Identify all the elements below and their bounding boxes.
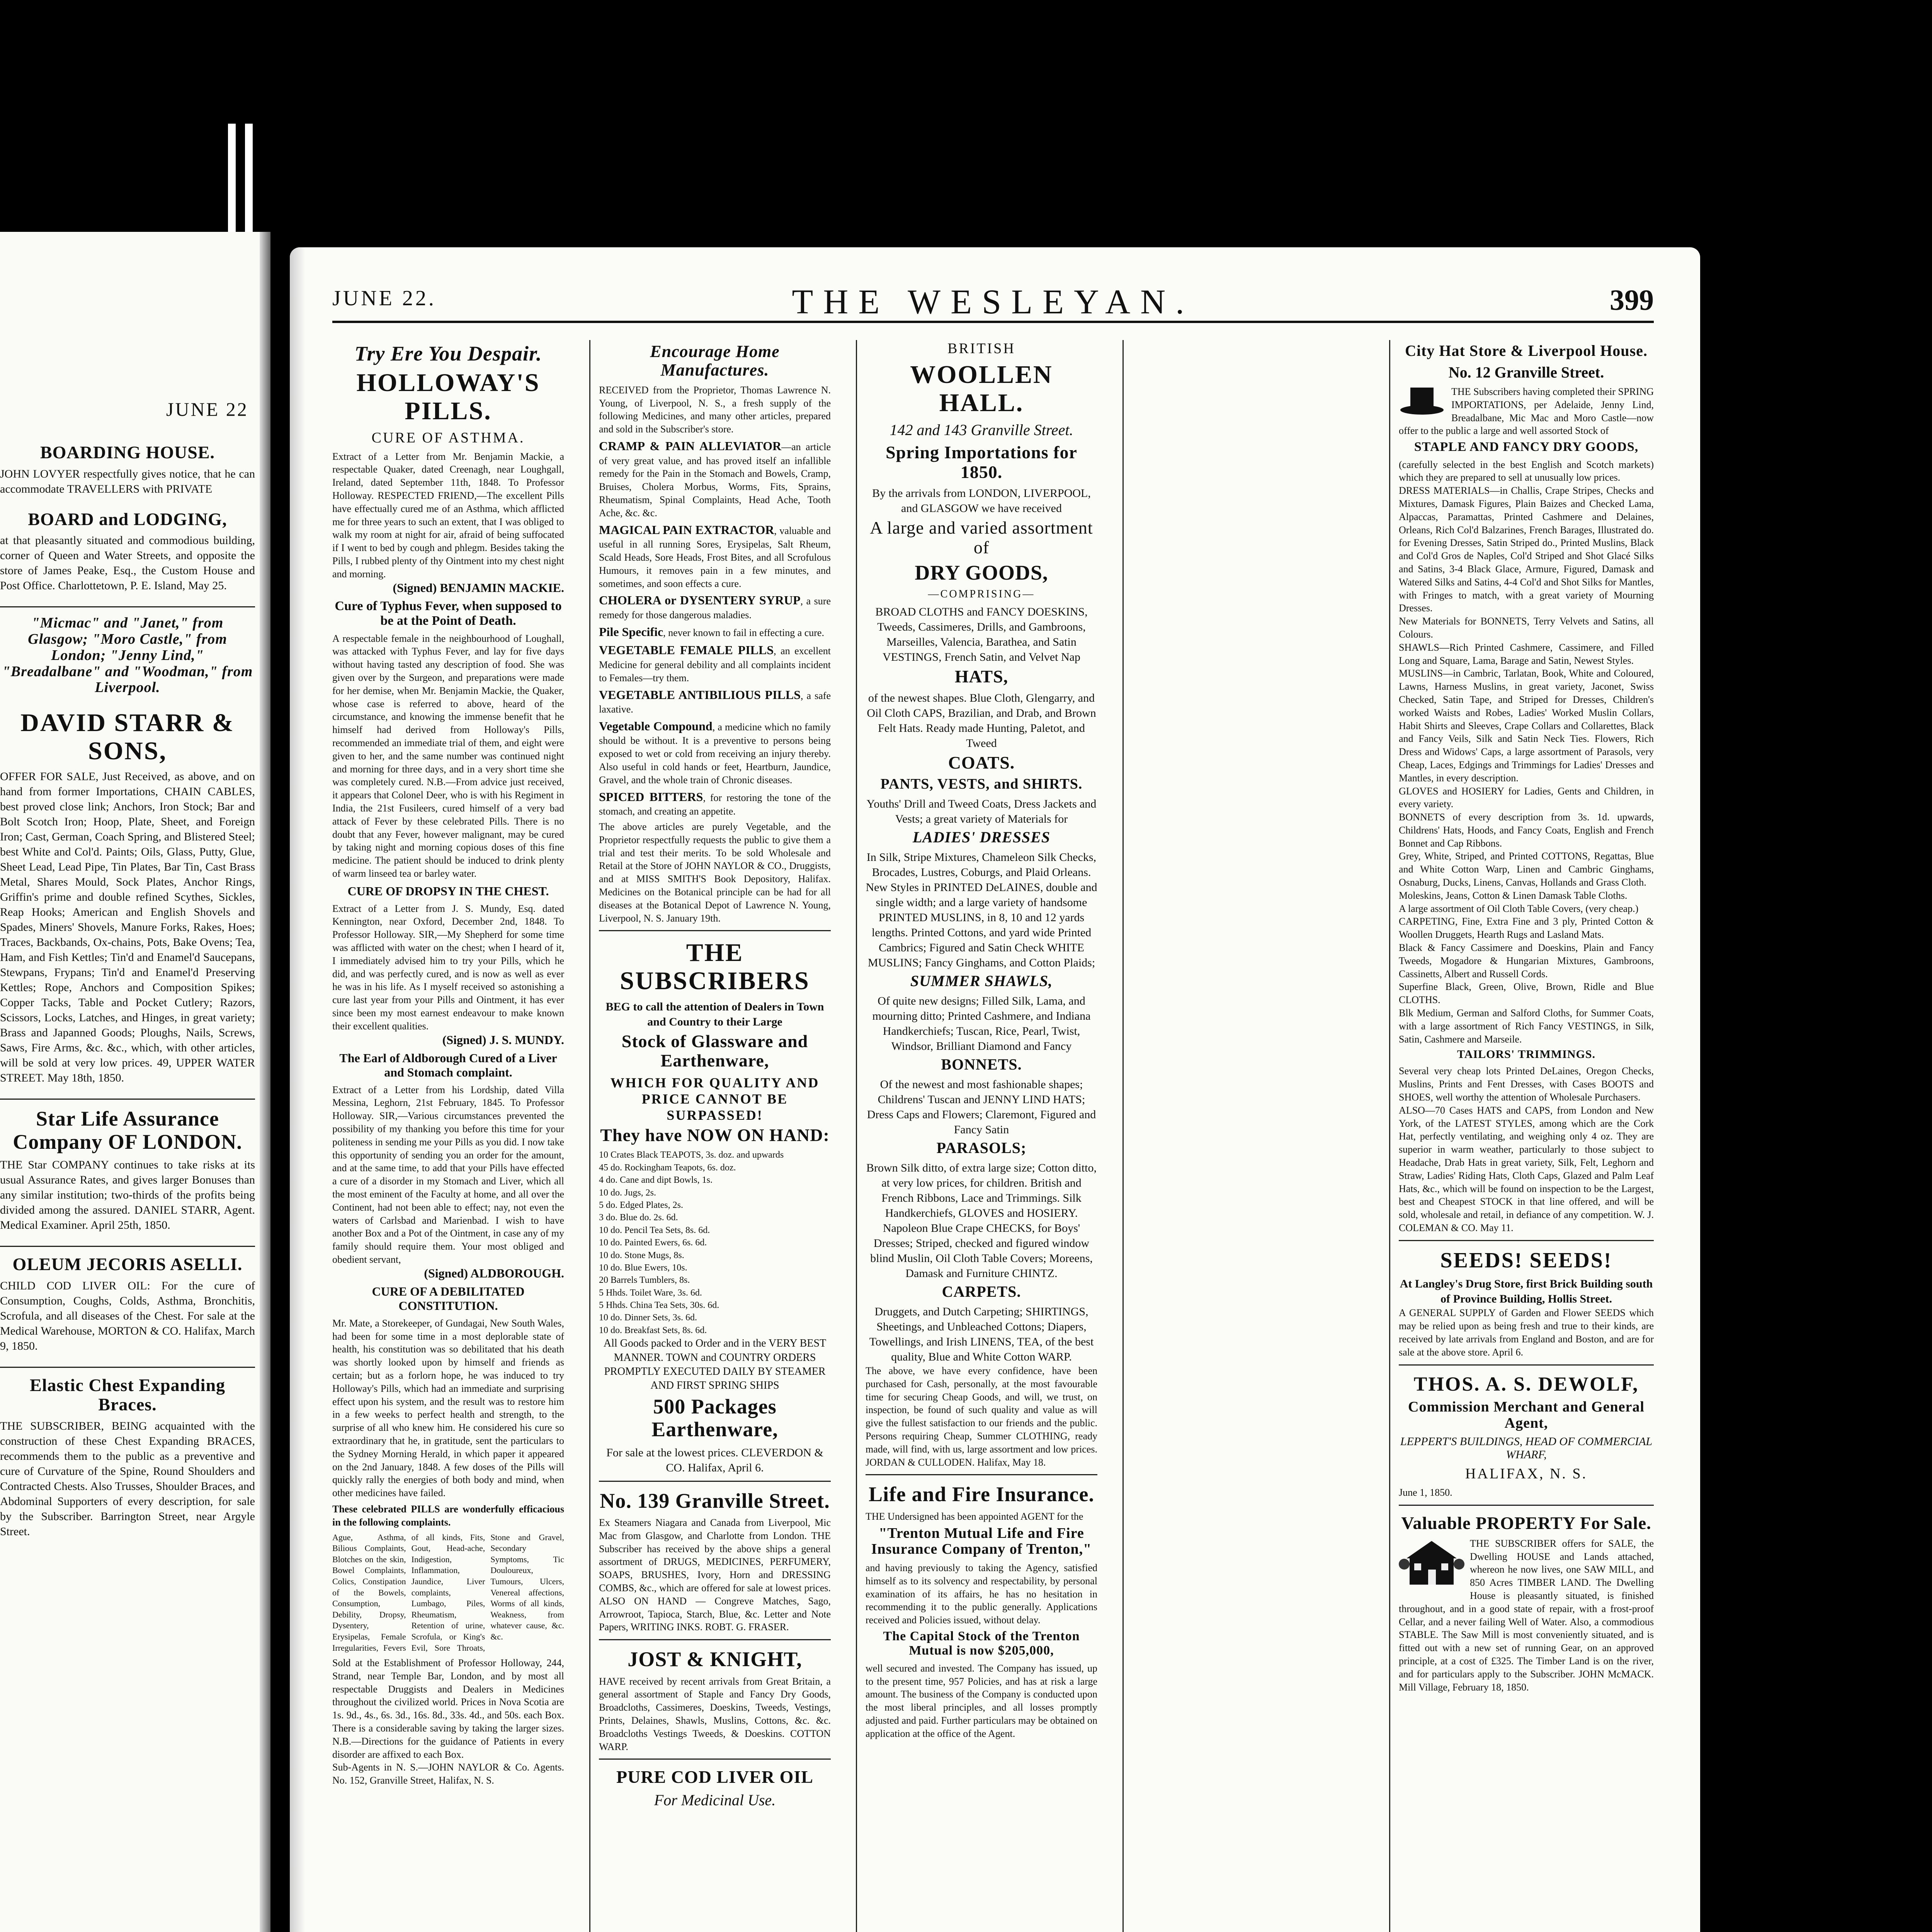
medicine-item bbox=[599, 687, 831, 716]
medicine-description: —an article of very great value, and has proved itself an infallible remedy for the Pain in the Stomach and Bowels, Cramp, Bruises, Cholera Morbus, Worms, Fits, Sprains, Rheumatism, Spinal Complaints, Head Ache, Tooth Ache, &c. &c. bbox=[599, 441, 831, 519]
ad-subheading: The Earl of Aldborough Cured of a Liver and Stomach complaint. bbox=[339, 1051, 557, 1079]
ad-body: Youths' Drill and Tweed Coats, Dress Jackets and Vests; a great variety of Materials for bbox=[866, 797, 1097, 825]
medicine-name: MAGICAL PAIN EXTRACTOR bbox=[599, 522, 774, 537]
divider bbox=[1399, 1364, 1654, 1366]
column-holloway-pills bbox=[332, 340, 564, 1932]
ad-heading: PARASOLS; bbox=[936, 1139, 1027, 1156]
stock-line: 10 do. Blue Ewers, 10s. bbox=[599, 1262, 687, 1273]
ad-heading: Try Ere You Despair. bbox=[354, 342, 542, 365]
medicine-description: , for restoring the tone of the stomach, and creating an appetite. bbox=[599, 792, 831, 817]
ad-body: Several very cheap lots Printed DeLaines, Oregon Checks, Muslins, Prints and Fent Dresses, with Cases BOOTS and SHOES, well worthy the attention of Wholesale Purchasers. bbox=[1399, 1065, 1654, 1103]
medicine-description: , a sure remedy for those dangerous maladies. bbox=[599, 595, 831, 621]
ad-subheading: For Medicinal Use. bbox=[654, 1791, 776, 1809]
medicine-name: Pile Specific bbox=[599, 624, 663, 639]
ad-body: By the arrivals from LONDON, LIVERPOOL, and GLASGOW we have received bbox=[872, 487, 1091, 515]
ad-heading: They have NOW ON HAND: bbox=[600, 1125, 830, 1145]
ad-body: THE SUBSCRIBER offers for SALE, the Dwelling HOUSE and Lands attached, whereon he now lives, one SAW MILL, and 850 Acres TIMBER LAND. The Dwelling House is pleasantly situated, is finished throughout, and in a good state of repair, with a frost-proof Cellar, and a never failing Well of Water. Also, a commodious STABLE. The Saw Mill is most conveniently situated, and is fitted out with a new set of running Gear, on an approved principle, at a cost of £325. The Timber Land is on the river, and for particulars apply to the Subscriber. JOHN McMACK. Mill Village, February 18, 1850. bbox=[1399, 1537, 1654, 1693]
ad-subheading: 142 and 143 Granville Street. bbox=[889, 421, 1073, 439]
header-date: JUNE 22. bbox=[332, 286, 436, 310]
ad-body: Of quite new designs; Filled Silk, Lama, and mourning ditto; Printed Cashmere, and Indiana Handkerchiefs; Tuscan, Rice, Pearl, Twist, Windsor, Brilliant Diamond and Fancy bbox=[872, 994, 1091, 1053]
stock-line: 45 do. Rockingham Teapots, 6s. doz. bbox=[599, 1162, 736, 1173]
column-home-manufactures bbox=[599, 340, 831, 1932]
stock-list bbox=[599, 1149, 831, 1337]
ad-heading: Spring Importations for 1850. bbox=[886, 442, 1077, 482]
ad-subheading: BRITISH bbox=[947, 340, 1015, 357]
left-ad-title: DAVID STARR & SONS, bbox=[20, 709, 235, 765]
ad-heading: SEEDS! SEEDS! bbox=[1440, 1248, 1612, 1272]
divider bbox=[0, 1367, 255, 1368]
stock-line: 10 do. Breakfast Sets, 8s. 6d. bbox=[599, 1325, 707, 1335]
medicine-item bbox=[599, 718, 831, 787]
ad-heading: SUMMER SHAWLS, bbox=[910, 972, 1053, 990]
page-header bbox=[332, 283, 1654, 323]
ad-heading: Commission Merchant and General Agent, bbox=[1408, 1398, 1645, 1431]
ad-heading: PANTS, VESTS, and SHIRTS. bbox=[880, 776, 1083, 793]
ad-body: ALSO—70 Cases HATS and CAPS, from London and New York, of the LATEST STYLES, among which are the Cork Hat, perfectly ventilating, and weighing only 4 oz. They are superior in warm weather, particularly to those subject to Headache, Drab Hats in great variety, Silk, Felt, Leghorn and Straw, Ladies' Riding Hats, Cloth Caps, Glazed and Palm Leaf Hats, &c., which will be found on inspection to be the Largest, best and Cheapest STOCK in that line offered, and will be sold, wholesale and retail, in defiance of any competition. W. J. COLEMAN & CO. May 11. bbox=[1399, 1104, 1654, 1233]
medicine-item bbox=[599, 642, 831, 684]
left-page-ads bbox=[0, 440, 255, 1552]
ad-body: BROAD CLOTHS and FANCY DOESKINS, Tweeds, Cassimeres, Drills, and Gambroons, Marseilles, Valencia, Barathea, and Satin VESTINGS, French Satin, and Velvet Nap bbox=[875, 605, 1088, 663]
divider bbox=[1399, 1505, 1654, 1506]
signature: (Signed) BENJAMIN MACKIE. bbox=[393, 580, 564, 595]
ad-body: Black & Fancy Cassimere and Doeskins, Plain and Fancy Tweeds, Mogadore & Hungarian Mixtures, Gambroons, Cassinetts, Albert and Russell Cords. bbox=[1399, 942, 1654, 980]
ad-heading: Stock of Glassware and Earthenware, bbox=[621, 1031, 808, 1071]
ad-heading: HATS, bbox=[954, 666, 1009, 686]
left-ad-body: OFFER FOR SALE, Just Received, as above, and on hand from former Importations, CHAIN CABLES, best proved close link; Anchors, Iron Stock; Bar and Bolt Scotch Iron; Hoop, Plate, Sheet, and Foreign Iron; Cast, German, Coach Spring, and Blistered Steel; best White and Col'd. Paints; Oils, Glass, Putty, Glue, Sheet Lead, Lead Pipe, Tin Plates, Bar Tin, Cast Brass Metal, Shares Mould, Sock Plates, Anchor Rings, Griffin's prime and double refined Scythes, Sickles, Reap Hooks; American and English Shovels and Spades, Miners' Shovels, Manure Forks, Rakes, Hoes; Traces, Backbands, Ox-chains, Pots, Bake Ovens; Tea, Ham, and Fish Kettles; Tin'd and Enamel'd Saucepans, Stewpans, Frypans; Tin'd and Enamel'd Preserving Kettles; Rope, Anchors and Composition Spikes; Copper Tacks, Table and Pocket Cutlery; Razors, Scissors, Locks, Latches, and Hinges, in great variety; Brass and Japanned Goods; Ploughs, Nails, Screws, Saws, Fire Arms, &c. &c., which, with other articles, will be sold at very low prices. 49, UPPER WATER STREET. May 18th, 1850. bbox=[0, 770, 255, 1085]
ad-heading: City Hat Store & Liverpool House. bbox=[1405, 342, 1648, 359]
ad-body: Extract of a Letter from Mr. Benjamin Mackie, a respectable Quaker, dated Creenagh, near Loughgall, Ireland, dated September 11th, 1848. To Professor Holloway. RESPECTED FRIEND,—The excellent Pills have effectually cured me of an Asthma, which afflicted me for three years to such an extent, that I was obliged to walk my room at night for air, afraid of being suffocated if I went to bed by cough and phlegm. Besides taking the Pills, I rubbed plenty of thy Ointment into my chest night and morning. bbox=[332, 451, 564, 580]
ad-body: In Silk, Stripe Mixtures, Chameleon Silk Checks, Brocades, Lustres, Coburgs, and Plaid Orleans. New Styles in PRINTED DeLAINES, double and single width; and a large variety of handsome PRINTED MUSLINS, in 8, 10 and 12 yards lengths. Printed Cottons, and yard wide Printed Cambrics; Figured and Satin Check WHITE MUSLINS; Fancy Ginghams, and Cotton Plaids; bbox=[866, 850, 1097, 969]
ad-body: BONNETS of every description from 3s. 1d. upwards, Childrens' Hats, Hoods, and Fancy Coats, English and French Bonnet and Cap Ribbons. bbox=[1399, 811, 1654, 849]
ad-body: The above, we have every confidence, have been purchased for Cash, personally, at the most favourable time for securing Cheap Goods, and will, we trust, on inspection, be found of such quality and value as will give the fullest satisfaction to our friends and the public. Persons requiring Cheap, Summer CLOTHING, ready made, will find, with us, large assortment and low prices. JORDAN & CULLODEN. Halifax, May 18. bbox=[866, 1365, 1097, 1468]
ad-body: SHAWLS—Rich Printed Cashmere, Cassimere, and Filled Long and Square, Lama, Barage and Satin, Newest Styles. bbox=[1399, 641, 1654, 666]
ad-subheading: CURE OF A DEBILITATED CONSTITUTION. bbox=[372, 1284, 525, 1313]
ad-body: Grey, White, Striped, and Printed COTTONS, Regattas, Blue and White Cotton Warp, Linen and Cambric Ginghams, Osnaburg, Ducks, Linens, Canvas, Hollands and Grass Cloth. bbox=[1399, 850, 1654, 888]
ad-body: Of the newest and most fashionable shapes; Childrens' Tuscan and JENNY LIND HATS; Dress Caps and Flowers; Claremont, Figured and Fancy Satin bbox=[867, 1078, 1096, 1136]
ad-heading: HOLLOWAY'S PILLS. bbox=[356, 369, 540, 425]
left-ad-title: Elastic Chest Expanding Braces. bbox=[29, 1375, 226, 1415]
left-ad-body: THE SUBSCRIBER, BEING acquainted with the construction of these Chest Expanding BRACES, recommends them to the public as a preventive and cure of Curvature of the Spine, Round Shoulders and Contracted Chests. Also Trusses, Shoulder Braces, and Abdominal Supporters of every description, for sale by the Subscriber. Barrington Street, near Argyle Street. bbox=[0, 1419, 255, 1538]
column-city-hat-store bbox=[1399, 340, 1654, 1932]
divider bbox=[1399, 1240, 1654, 1241]
ad-body: The above articles are purely Vegetable, and the Proprietor respectfully requests the public to give them a trial and test their merits. To be sold Wholesale and Retail at the Store of JOHN NAYLOR & CO., Druggists, and at MISS SMITH'S Book Depository, Halifax. Medicines on the Botanical principle can be had for all diseases at the Botanical Depot of Lawrence N. Young, Liverpool, N. S. January 19th. bbox=[599, 821, 831, 924]
ad-heading: TAILORS' TRIMMINGS. bbox=[1457, 1048, 1595, 1061]
medicine-item bbox=[599, 789, 831, 818]
left-ad-body: at that pleasantly situated and commodious building, corner of Queen and Water Streets, and opposite the store of James Peake, Esq., the Custom House and Post Office. Charlottetown, P. E. Island, May 25. bbox=[0, 534, 255, 592]
ad-heading: BONNETS. bbox=[941, 1055, 1022, 1073]
left-ad-body: JOHN LOVYER respectfully gives notice, that he can accommodate TRAVELLERS with PRIVATE bbox=[0, 467, 255, 495]
ad-body: All Goods packed to Order and in the VERY BEST MANNER. TOWN and COUNTRY ORDERS PROMPTLY EXECUTED DAILY BY STEAMER AND FIRST SPRING SHIPS bbox=[603, 1337, 827, 1392]
medicine-description: , an excellent Medicine for general debility and all complaints incident to Females—try them. bbox=[599, 645, 831, 684]
ad-heading: PURE COD LIVER OIL bbox=[616, 1767, 813, 1787]
stock-line: 20 Barrels Tumblers, 8s. bbox=[599, 1275, 690, 1286]
stock-line: 5 Hhds. Toilet Ware, 3s. 6d. bbox=[599, 1287, 702, 1298]
divider bbox=[599, 930, 831, 931]
ad-subheading: —COMPRISING— bbox=[928, 588, 1035, 600]
ad-body: well secured and invested. The Company has issued, up to the present time, 957 Policies, and has at risk a large amount. The business of the Company is conducted upon the most liberal principles, and all losses promptly adjusted and paid. Further particulars may be obtained on application at the office of the Agent. bbox=[866, 1662, 1097, 1739]
ad-body: Extract of a Letter from his Lordship, dated Villa Messina, Leghorn, 21st February, 1845. To Professor Holloway. SIR,—Various circumstances prevented the possibility of my thanking you before this time for your politeness in sending me your Pills as you did. I now take this opportunity of sending you an order for the amount, and at the same time, to add that your Pills have effected a cure of a disorder in my Stomach and Liver, which all the most eminent of the Faculty at home, and all over the Continent, had not been able to effect; nay, not even the waters of Carlsbad and Marienbad. I wish to have another Box and a Pot of the Ointment, in case any of my family should require them. Your most obliged and obedient servant, bbox=[332, 1084, 564, 1265]
ad-body: New Materials for BONNETS, Terry Velvets and Satins, all Colours. bbox=[1399, 616, 1654, 640]
signature: (Signed) J. S. MUNDY. bbox=[442, 1032, 564, 1047]
medicine-description: , valuable and useful in all running Sores, Erysipelas, Salt Rheum, Scald Heads, Sore Heads, Frost Bites, and all Scrofulous Humours, it removes pain in a few minutes, and sometimes, and soon effects a cure. bbox=[599, 525, 831, 589]
ad-body: HAVE received by recent arrivals from Great Britain, a general assortment of Staple and Fancy Dry Goods, Broadcloths, Cassimeres, Doeskins, Tweeds, Vestings, Prints, Delaines, Shawls, Muslins, Cottons, &c. &c. Broadcloths Vestings Tweeds, & Doeskins. COTTON WARP. bbox=[599, 1675, 831, 1752]
medicine-name: VEGETABLE ANTIBILIOUS PILLS bbox=[599, 687, 801, 702]
stock-line: 10 do. Painted Ewers, 6s. 6d. bbox=[599, 1238, 707, 1248]
medicine-name: Vegetable Compound bbox=[599, 719, 713, 733]
ad-body: Sub-Agents in N. S.—JOHN NAYLOR & Co. Agents. No. 152, Granville Street, Halifax, N. S. bbox=[332, 1762, 564, 1786]
ad-heading: COATS. bbox=[948, 752, 1015, 772]
column-woollen-hall bbox=[866, 340, 1097, 1932]
left-ad-title: BOARDING HOUSE. bbox=[40, 442, 215, 462]
ad-subheading: HALIFAX, N. S. bbox=[1465, 1466, 1588, 1482]
medicine-name: SPICED BITTERS bbox=[599, 789, 703, 804]
ad-heading: "Trenton Mutual Life and Fire Insurance Company of Trenton," bbox=[871, 1525, 1092, 1558]
left-ad bbox=[0, 443, 255, 497]
stock-line: 10 Crates Black TEAPOTS, 3s. doz. and upwards bbox=[599, 1150, 784, 1160]
medicine-name: CHOLERA or DYSENTERY SYRUP bbox=[599, 593, 801, 607]
ad-body: A large assortment of Oil Cloth Table Covers, (very cheap.) bbox=[1399, 903, 1639, 914]
ad-subheading: At Langley's Drug Store, first Brick Building south of Province Building, Hollis Street. bbox=[1400, 1277, 1653, 1306]
divider bbox=[866, 1474, 1097, 1475]
medicine-item bbox=[599, 438, 831, 520]
medicine-item bbox=[599, 592, 831, 621]
ad-body: CARPETING, Fine, Extra Fine and 3 ply, Printed Cotton & Woollen Druggets, Hearth Rugs and Lasland Mats. bbox=[1399, 916, 1654, 940]
medicine-list bbox=[599, 438, 831, 818]
medicine-item bbox=[599, 624, 831, 640]
divider bbox=[0, 1246, 255, 1247]
stock-line: 5 Hhds. China Tea Sets, 30s. 6d. bbox=[599, 1300, 719, 1311]
page-number: 399 bbox=[1610, 284, 1654, 316]
ad-subheading: CURE OF ASTHMA. bbox=[371, 429, 525, 446]
left-ad-body: THE Star COMPANY continues to take risks at its usual Assurance Rates, and gives larger Bonuses than any similar institution; two-thirds of the profits being divided among the assured. DANIEL STARR, Agent. Medical Examiner. April 25th, 1850. bbox=[0, 1158, 255, 1232]
left-page bbox=[0, 232, 270, 1932]
stock-line: 5 do. Edged Plates, 2s. bbox=[599, 1200, 683, 1210]
ad-subheading: WHICH FOR QUALITY AND PRICE CANNOT BE SURPASSED! bbox=[610, 1075, 820, 1123]
ad-body: MUSLINS—in Cambric, Tarlatan, Book, White and Coloured, Lawns, Harness Muslins, in great variety, Jaconet, Swiss Checked, Satin Tape, and Striped for Dresses, Children's worked Waists and Robes, Ladies' Worked Muslin Collars, Habit Shirts and Sleeves, Crape Collars and Collarettes, Black and Fancy Veils, Silk and Satin Neck Ties. Flowers, Rich Dress and Widows' Caps, a large assortment of Parasols, very Cheap, Laces, Edgings and Trimmings for Ladies' Dresses and Mantles, in every description. bbox=[1399, 668, 1654, 784]
ad-body: June 1, 1850. bbox=[1399, 1487, 1452, 1498]
ad-heading: WOOLLEN HALL. bbox=[910, 361, 1053, 417]
left-ad-title: "Micmac" and "Janet," from Glasgow; "Moro Castle," from London; "Jenny Lind," "Breadalbane" and "Woodman," from Liverpool. bbox=[2, 615, 253, 696]
left-page-date: JUNE 22 bbox=[166, 398, 248, 420]
ad-body: Sold at the Establishment of Professor Holloway, 244, Strand, near Temple Bar, London, and by most all respectable Druggists and Dealers in Medicines throughout the civilized world. Prices in Nova Scotia are 1s. 9d., 4s., 6s. 3d., 16s. 8d., 33s. 4d., and 50s. each Box. There is a considerable saving by taking the larger sizes. N.B.—Directions for the guidance of Patients in every disorder are affixed to each Box. bbox=[332, 1657, 564, 1760]
column-rule bbox=[1389, 340, 1390, 1932]
left-ad bbox=[0, 510, 255, 594]
left-ad bbox=[0, 1255, 255, 1354]
masthead-title: THE WESLEYAN. bbox=[792, 283, 1194, 321]
ad-body: BEG to call the attention of Dealers in Town and Country to their Large bbox=[605, 1000, 824, 1028]
ad-subheading: LEPPERT'S BUILDINGS, HEAD OF COMMERCIAL WHARF, bbox=[1400, 1435, 1653, 1461]
left-ad-body: CHILD COD LIVER OIL: For the cure of Consumption, Coughs, Colds, Asthma, Bronchitis, Scrofula, and all diseases of the Chest. For sale at the Medical Warehouse, MORTON & CO. Halifax, March 9, 1850. bbox=[0, 1279, 255, 1352]
ad-body: of the newest shapes. Blue Cloth, Glengarry, and Oil Cloth CAPS, Brazilian, and Drab, and Brown Felt Hats. Ready made Hunting, Paletot, and Tweed bbox=[867, 691, 1096, 750]
column-rule bbox=[1122, 340, 1124, 1932]
left-ad bbox=[0, 1376, 255, 1539]
divider bbox=[0, 606, 255, 607]
ad-heading: LADIES' DRESSES bbox=[912, 828, 1051, 846]
divider bbox=[0, 1099, 255, 1100]
stock-line: 10 do. Dinner Sets, 3s. 6d. bbox=[599, 1313, 697, 1323]
ad-heading: 500 Packages Earthenware, bbox=[651, 1395, 778, 1441]
ad-body: RECEIVED from the Proprietor, Thomas Lawrence N. Young, of Liverpool, N. S., a fresh supply of the following Medicines, and many other articles, prepared and sold in the Subscriber's store. bbox=[599, 384, 831, 435]
ad-body: Extract of a Letter from J. S. Mundy, Esq. dated Kennington, near Oxford, December 2nd, 1848. To Professor Holloway. SIR,—My Shepherd for some time was afflicted with water on the chest; when I heard of it, I immediately advised him to try your Pills, which he did, and was perfectly cured, and is now as well as ever he was in his life. As I myself received so astonishing a cure last year from your Pills and Ointment, it has ever since been my most earnest endeavour to make known their excellent qualities. bbox=[332, 903, 564, 1032]
top-hat-icon bbox=[1399, 385, 1445, 416]
ad-body: A respectable female in the neighbourhood of Loughall, was attacked with Typhus Fever, and lay for five days without having tasted any description of food. She was given over by the Surgeon, and preparations were made for her demise, when Mr. Benjamin Mackie, the Quaker, whose case is referred to above, heard of the circumstance, and knowing the immense benefit that he himself had derived from Holloway's Pills, recommended an immediate trial of them, and eight were given to her, and the same number was continued night and morning for three days, and in a very short time she was completely cured. N.B.—From advice just received, it appears that Colonel Deer, who is with his Regiment in India, the 21st Fusileers, cured himself of a very bad attack of Fever by these celebrated Pills. There is no doubt that any Fever, however malignant, may be cured by taking night and morning copious doses of this fine medicine. The patient should be induced to drink plenty of warm linseed tea or barley water. bbox=[332, 633, 564, 879]
left-ad-title: Star Life Assurance Company OF LONDON. bbox=[13, 1107, 242, 1153]
house-icon bbox=[1399, 1537, 1464, 1587]
medicine-item bbox=[599, 522, 831, 590]
ad-heading: STAPLE AND FANCY DRY GOODS, bbox=[1414, 440, 1639, 454]
divider bbox=[599, 1639, 831, 1640]
ad-heading: A large and varied assortment of bbox=[870, 518, 1093, 557]
divider bbox=[599, 1481, 831, 1482]
left-ad bbox=[0, 709, 255, 1085]
ad-body: and having previously to taking the Agency, satisfied himself as to its solvency and respectability, by personal examination of its affairs, he has no hesitation in recommending it to the public generally. Applications received and Policies issued, without delay. bbox=[866, 1562, 1097, 1626]
ad-body: Mr. Mate, a Storekeeper, of Gundagai, New South Wales, had been for some time in a most deplorable state of health, his constitution was so debilitated that his death was shortly looked upon by himself and friends as certain; but as a forlorn hope, he was induced to try Holloway's Pills, which had an immediate and surprising effect upon his system, and the result was to restore him in a few weeks to perfect health and strength, to the surprise of all who knew him. He considered his cure so extraordinary that he, in gratitude, sent the particulars to the Sydney Morning Herald, in which paper it appeared on the 2nd January, 1848. A few doses of the Pills will quickly rally the energies of both body and mind, when other medicines have failed. bbox=[332, 1317, 564, 1499]
left-ad bbox=[0, 615, 255, 696]
newspaper-page bbox=[290, 247, 1700, 1932]
ad-heading: Encourage Home Manufactures. bbox=[650, 342, 780, 380]
medicine-name: VEGETABLE FEMALE PILLS bbox=[599, 643, 774, 657]
ad-body: Brown Silk ditto, of extra large size; Cotton ditto, at very low prices, for children. British and French Ribbons, Lace and Trimmings. Silk Handkerchiefs, GLOVES and HOSIERY. Napoleon Blue Crape CHECKS, for Boys' Dresses; Striped, checked and figured window blind Muslin, Oil Cloth Table Covers; Moreens, Damask and Furniture CHINTZ. bbox=[866, 1161, 1097, 1280]
ad-heading: The Capital Stock of the Trenton Mutual is now $205,000, bbox=[883, 1629, 1080, 1658]
ad-subheading: CURE OF DROPSY IN THE CHEST. bbox=[347, 884, 549, 898]
medicine-description: , a medicine which no family should be without. It is a preventive to persons being exposed to wet or cold from receiving an injury thereby. Also useful in cold hands or feet, Heartburn, Jaundice, Gravel, and the whole train of Chronic diseases. bbox=[599, 721, 831, 786]
medicine-description: , never known to fail in effecting a cure. bbox=[663, 627, 824, 638]
stock-line: 10 do. Stone Mugs, 8s. bbox=[599, 1250, 684, 1260]
ad-body: Moleskins, Jeans, Cotton & Linen Damask Table Cloths. bbox=[1399, 889, 1628, 901]
ad-body: Druggets, and Dutch Carpeting; SHIRTINGS, Sheetings, and Unbleached Cottons; Diapers, Towellings, and Irish LINENS, TEA, of the best quality, Blue and White Cotton WARP. bbox=[869, 1305, 1094, 1363]
ad-body: Superfine Black, Green, Olive, Brown, Ridle and Blue CLOTHS. bbox=[1399, 981, 1654, 1006]
ad-heading: CARPETS. bbox=[942, 1282, 1021, 1300]
signature: (Signed) ALDBOROUGH. bbox=[424, 1266, 564, 1280]
left-ad-title: BOARD and LODGING, bbox=[28, 509, 227, 529]
ad-subheading: No. 12 Granville Street. bbox=[1448, 364, 1604, 381]
medicine-description: , a safe laxative. bbox=[599, 690, 831, 715]
column-rule bbox=[589, 340, 590, 1932]
ad-body: THE Undersigned has been appointed AGENT for the bbox=[866, 1510, 1083, 1522]
ad-heading: Valuable PROPERTY For Sale. bbox=[1401, 1513, 1651, 1533]
medicine-name: CRAMP & PAIN ALLEVIATOR bbox=[599, 439, 782, 453]
ad-heading: Life and Fire Insurance. bbox=[868, 1483, 1094, 1506]
stock-line: 10 do. Pencil Tea Sets, 8s. 6d. bbox=[599, 1225, 710, 1235]
ad-heading: THE SUBSCRIBERS bbox=[620, 939, 810, 995]
stock-line: 3 do. Blue do. 2s. 6d. bbox=[599, 1213, 678, 1223]
stock-line: 10 do. Jugs, 2s. bbox=[599, 1187, 656, 1198]
ad-body: A GENERAL SUPPLY of Garden and Flower SEEDS which may be relied upon as being fresh and true to their kinds, are received by late arrivals from England and Boston, and are for sale at the above store. April 6. bbox=[1399, 1307, 1654, 1358]
ad-body: THE Subscribers having completed their SPRING IMPORTATIONS, per Adelaide, Jenny Lind, Breadalbane, Mic Mac and Moro Castle—now offer to the public a large and well assorted Stock of bbox=[1399, 386, 1654, 437]
left-ad bbox=[0, 1107, 255, 1233]
complaints-list: Ague, Asthma, Bilious Complaints, Blotches on the skin, Bowel Complaints, Colics, Constipation of the Bowels, Consumption, Debility, Dropsy, Dysentery, Erysipelas, Female Irregularities, Fevers of all kinds, Fits, Gout, Head-ache, Indigestion, Inflammation, Jaundice, Liver complaints, Lumbago, Piles, Rheumatism, Retention of urine, Scrofula, or King's Evil, Sore Throats, Stone and Gravel, Secondary Symptoms, Tic Douloureux, Tumours, Ulcers, Venereal affections, Worms of all kinds, Weakness, from whatever cause, &c. &c. bbox=[332, 1532, 564, 1653]
left-ad-title: OLEUM JECORIS ASELLI. bbox=[12, 1254, 243, 1274]
ad-body: DRESS MATERIALS—in Challis, Crape Stripes, Checks and Mixtures, Damask Figures, Plain Baizes and Checked Lama, Alpaccas, Paramattas, Printed Cashmere and Delaines, Orleans, Rich Col'd Balzarines, French Barages, Illustrated do. for Evening Dresses, Satin Striped do., Printed Muslins, Black and Col'd Gros de Naples, Col'd Striped and Shot Glacé Silks and Satins, 3-4 Black Glace, Armure, Figured, Damask and Watered Silks and Satins, 4-4 Col'd and Shot Silks for Mantles, with Fringes to match, with a great variety of Mourning Dresses. bbox=[1399, 485, 1654, 614]
ad-body: (carefully selected in the best English and Scotch markets) which they are prepared to sell at unusually low prices. bbox=[1399, 459, 1654, 483]
ad-body: For sale at the lowest prices. CLEVERDON & CO. Halifax, April 6. bbox=[606, 1446, 823, 1474]
ad-heading: THOS. A. S. DEWOLF, bbox=[1413, 1373, 1639, 1395]
column-rule bbox=[856, 340, 857, 1932]
stock-line: 4 do. Cane and dipt Bowls, 1s. bbox=[599, 1175, 713, 1185]
divider bbox=[599, 1759, 831, 1760]
ad-heading: DRY GOODS, bbox=[915, 561, 1048, 584]
ad-subheading: Cure of Typhus Fever, when supposed to be at the Point of Death. bbox=[335, 599, 562, 628]
ad-body: Ex Steamers Niagara and Canada from Liverpool, Mic Mac from Glasgow, and Charlotte from London. THE Subscriber has received by the above ships a general assortment of DRUGS, MEDICINES, PERFUMERY, SOAPS, BRUSHES, Ivory, Horn and DRESSING COMBS, &c., which are offered for sale at lowest prices. ALSO ON HAND — Congreve Matches, Sago, Arrowroot, Tapioca, Starch, Blue, &c. Letter and Note Papers, WRITING INKS. ROBT. G. FRASER. bbox=[599, 1517, 831, 1633]
ad-body: GLOVES and HOSIERY for Ladies, Gents and Children, in every variety. bbox=[1399, 785, 1654, 810]
ad-body: Blk Medium, German and Salford Cloths, for Summer Coats, with a large assortment of Rich Fancy VESTINGS, in Silk, Satin, Cashmere and Marseile. bbox=[1399, 1007, 1654, 1045]
ad-heading: No. 139 Granville Street. bbox=[600, 1489, 830, 1512]
ad-body: These celebrated PILLS are wonderfully efficacious in the following complaints. bbox=[332, 1503, 564, 1528]
ad-heading: JOST & KNIGHT, bbox=[628, 1648, 802, 1671]
